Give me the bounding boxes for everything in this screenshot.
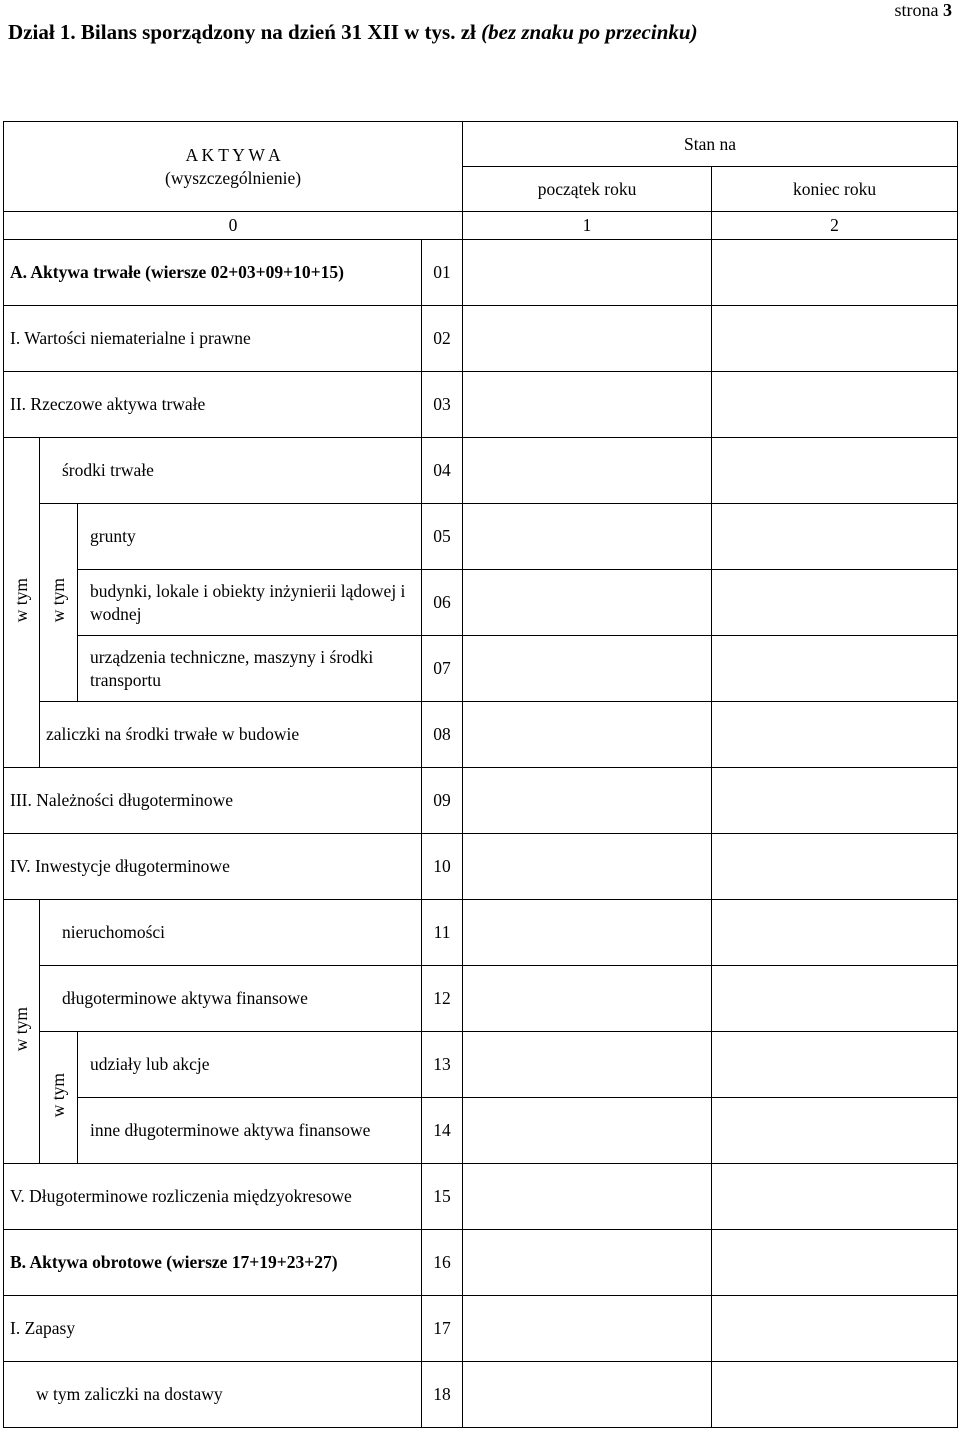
table-row <box>4 1296 958 1362</box>
row-label: długoterminowe aktywa finansowe <box>40 966 422 1032</box>
stan-na-header: Stan na <box>463 122 958 167</box>
row-number: 05 <box>422 504 463 570</box>
start-of-year-cell[interactable] <box>463 1296 712 1362</box>
start-of-year-cell[interactable] <box>463 900 712 966</box>
row-number: 17 <box>422 1296 463 1362</box>
row-label: inne długoterminowe aktywa finansowe <box>78 1098 422 1164</box>
table-row <box>4 240 958 306</box>
row-label: urządzenia techniczne, maszyny i środki transportu <box>78 636 422 702</box>
end-of-year-header: koniec roku <box>712 167 958 212</box>
end-of-year-cell[interactable] <box>712 834 958 900</box>
row-label: zaliczki na środki trwałe w budowie <box>40 702 422 768</box>
row-number: 11 <box>422 900 463 966</box>
table-row <box>4 504 958 570</box>
row-label: grunty <box>78 504 422 570</box>
end-of-year-cell[interactable] <box>712 1230 958 1296</box>
start-of-year-cell[interactable] <box>463 834 712 900</box>
table-row <box>4 834 958 900</box>
index-row <box>4 212 958 240</box>
row-number: 14 <box>422 1098 463 1164</box>
page-number-value: 3 <box>943 0 952 20</box>
group-label-w-tym: w tym <box>4 900 40 1164</box>
end-of-year-cell[interactable] <box>712 372 958 438</box>
end-of-year-cell[interactable] <box>712 702 958 768</box>
end-of-year-cell[interactable] <box>712 636 958 702</box>
start-of-year-cell[interactable] <box>463 504 712 570</box>
group-label-w-tym: w tym <box>40 1032 78 1164</box>
index-col-1: 1 <box>463 212 712 240</box>
table-row <box>4 306 958 372</box>
row-label: budynki, lokale i obiekty inżynierii lądowej i wodnej <box>78 570 422 636</box>
row-label: II. Rzeczowe aktywa trwałe <box>4 372 422 438</box>
header-row <box>4 122 958 167</box>
start-of-year-cell[interactable] <box>463 240 712 306</box>
end-of-year-cell[interactable] <box>712 1362 958 1428</box>
start-of-year-cell[interactable] <box>463 1230 712 1296</box>
start-of-year-cell[interactable] <box>463 570 712 636</box>
row-label: nieruchomości <box>40 900 422 966</box>
page-title-text: Dział 1. Bilans sporządzony na dzień 31 XII w tys. zł <box>8 20 476 44</box>
end-of-year-cell[interactable] <box>712 438 958 504</box>
index-col-0: 0 <box>4 212 463 240</box>
row-label: I. Wartości niematerialne i prawne <box>4 306 422 372</box>
row-number: 02 <box>422 306 463 372</box>
table-row <box>4 702 958 768</box>
assets-column-subtitle: (wyszczególnienie) <box>165 167 302 188</box>
start-of-year-cell[interactable] <box>463 1164 712 1230</box>
table-row <box>4 438 958 504</box>
row-label: IV. Inwestycje długoterminowe <box>4 834 422 900</box>
start-of-year-cell[interactable] <box>463 306 712 372</box>
end-of-year-cell[interactable] <box>712 1098 958 1164</box>
end-of-year-cell[interactable] <box>712 504 958 570</box>
table-row <box>4 372 958 438</box>
row-number: 13 <box>422 1032 463 1098</box>
table-row <box>4 966 958 1032</box>
start-of-year-cell[interactable] <box>463 636 712 702</box>
balance-sheet-table <box>3 121 958 1428</box>
end-of-year-cell[interactable] <box>712 1032 958 1098</box>
start-of-year-header: początek roku <box>463 167 712 212</box>
start-of-year-cell[interactable] <box>463 1032 712 1098</box>
end-of-year-cell[interactable] <box>712 306 958 372</box>
row-number: 06 <box>422 570 463 636</box>
start-of-year-cell[interactable] <box>463 438 712 504</box>
row-label: III. Należności długoterminowe <box>4 768 422 834</box>
end-of-year-cell[interactable] <box>712 570 958 636</box>
end-of-year-cell[interactable] <box>712 768 958 834</box>
page-title-note: (bez znaku po przecinku) <box>481 20 698 44</box>
start-of-year-cell[interactable] <box>463 372 712 438</box>
table-row <box>4 570 958 636</box>
row-number: 12 <box>422 966 463 1032</box>
table-row <box>4 1098 958 1164</box>
start-of-year-cell[interactable] <box>463 1098 712 1164</box>
page-title <box>8 20 698 45</box>
row-label: środki trwałe <box>40 438 422 504</box>
row-number: 08 <box>422 702 463 768</box>
table-row <box>4 1164 958 1230</box>
table-row <box>4 900 958 966</box>
index-col-2: 2 <box>712 212 958 240</box>
row-number: 07 <box>422 636 463 702</box>
row-number: 09 <box>422 768 463 834</box>
row-number: 15 <box>422 1164 463 1230</box>
row-label: A. Aktywa trwałe (wiersze 02+03+09+10+15) <box>4 240 422 306</box>
row-label: V. Długoterminowe rozliczenia międzyokresowe <box>4 1164 422 1230</box>
group-label-w-tym: w tym <box>4 438 40 768</box>
table-row <box>4 1230 958 1296</box>
row-number: 18 <box>422 1362 463 1428</box>
page-number-prefix: strona <box>894 0 939 20</box>
start-of-year-cell[interactable] <box>463 702 712 768</box>
page-number <box>895 0 953 21</box>
row-label: I. Zapasy <box>4 1296 422 1362</box>
assets-column-title: A K T Y W A <box>185 144 281 165</box>
group-label-w-tym: w tym <box>40 504 78 702</box>
end-of-year-cell[interactable] <box>712 240 958 306</box>
row-number: 10 <box>422 834 463 900</box>
row-number: 03 <box>422 372 463 438</box>
table-row <box>4 1362 958 1428</box>
row-label: w tym zaliczki na dostawy <box>4 1362 422 1428</box>
end-of-year-cell[interactable] <box>712 1296 958 1362</box>
row-label: B. Aktywa obrotowe (wiersze 17+19+23+27) <box>4 1230 422 1296</box>
row-number: 01 <box>422 240 463 306</box>
table-row <box>4 1032 958 1098</box>
table-row <box>4 636 958 702</box>
start-of-year-cell[interactable] <box>463 966 712 1032</box>
end-of-year-cell[interactable] <box>712 966 958 1032</box>
row-number: 04 <box>422 438 463 504</box>
table-row <box>4 768 958 834</box>
start-of-year-cell[interactable] <box>463 768 712 834</box>
row-number: 16 <box>422 1230 463 1296</box>
start-of-year-cell[interactable] <box>463 1362 712 1428</box>
assets-column-header <box>4 122 463 212</box>
row-label: udziały lub akcje <box>78 1032 422 1098</box>
end-of-year-cell[interactable] <box>712 1164 958 1230</box>
end-of-year-cell[interactable] <box>712 900 958 966</box>
